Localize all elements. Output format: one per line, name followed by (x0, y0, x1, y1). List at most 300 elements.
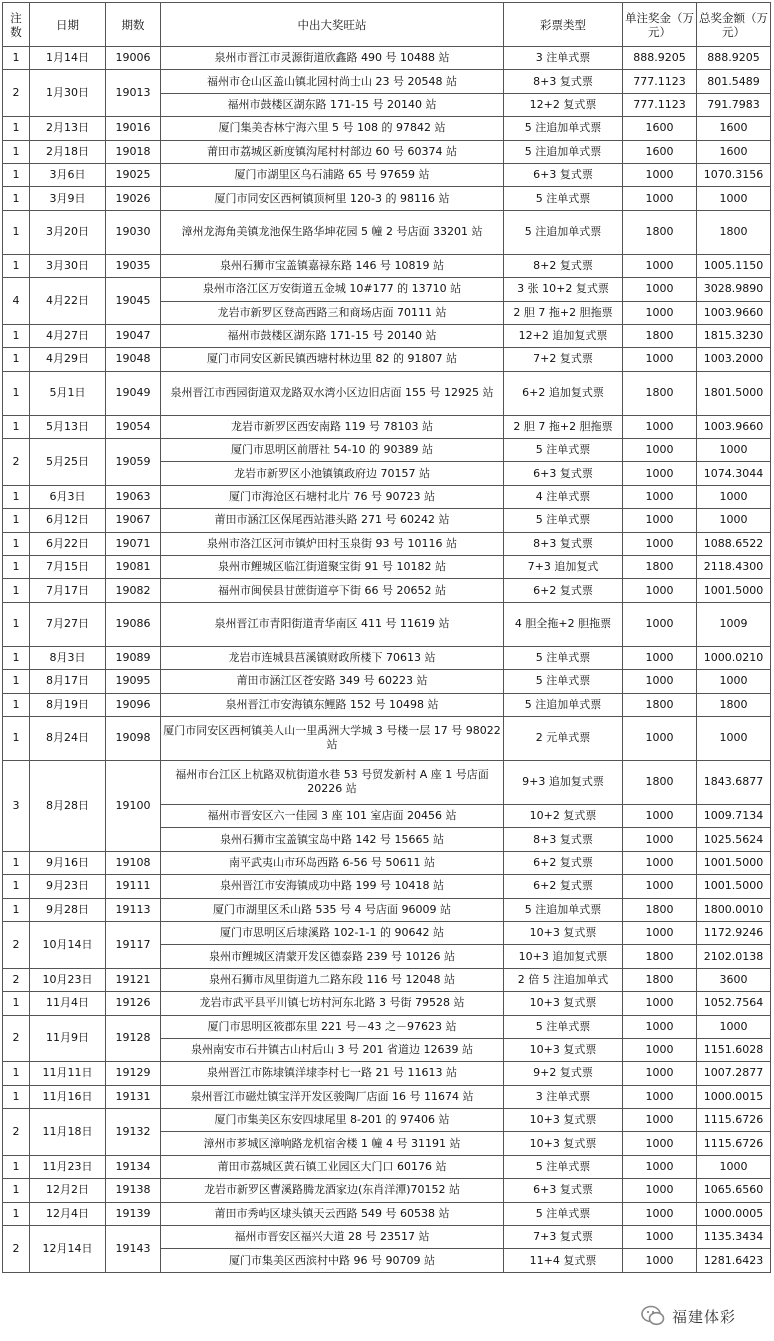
cell-total-prize: 1000 (697, 670, 771, 693)
cell-total-prize: 1135.3434 (697, 1226, 771, 1249)
cell-issue: 19100 (106, 760, 161, 851)
cell-station: 福州市闽侯县甘蔗街道亭下街 66 号 20652 站 (161, 579, 504, 602)
cell-issue: 19049 (106, 371, 161, 415)
cell-ticket-type: 10+3 复式票 (504, 921, 623, 944)
cell-total-prize: 1815.3230 (697, 324, 771, 347)
cell-date: 10月14日 (30, 921, 106, 968)
cell-count: 1 (3, 254, 30, 277)
cell-station: 泉州晋江市安海镇东鲤路 152 号 10498 站 (161, 693, 504, 716)
cell-count: 1 (3, 1202, 30, 1225)
table-row (3, 851, 771, 874)
cell-single-prize: 1000 (623, 1038, 697, 1061)
cell-issue: 19006 (106, 47, 161, 70)
cell-total-prize: 1000 (697, 1015, 771, 1038)
cell-ticket-type: 4 注单式票 (504, 485, 623, 508)
cell-date: 3月6日 (30, 163, 106, 186)
cell-issue: 19035 (106, 254, 161, 277)
table-row (3, 348, 771, 371)
cell-issue: 19129 (106, 1062, 161, 1085)
cell-count: 2 (3, 1109, 30, 1156)
cell-issue: 19126 (106, 992, 161, 1015)
cell-ticket-type: 8+2 复式票 (504, 254, 623, 277)
cell-ticket-type: 8+3 复式票 (504, 828, 623, 851)
table-row (3, 70, 771, 93)
cell-issue: 19128 (106, 1015, 161, 1062)
cell-issue: 19143 (106, 1226, 161, 1273)
cell-count: 1 (3, 324, 30, 347)
cell-issue: 19131 (106, 1085, 161, 1108)
cell-date: 7月17日 (30, 579, 106, 602)
cell-count: 1 (3, 509, 30, 532)
cell-station: 厦门市同安区新民镇西塘村林边里 82 的 91807 站 (161, 348, 504, 371)
cell-single-prize: 1000 (623, 163, 697, 186)
cell-single-prize: 1000 (623, 921, 697, 944)
table-row (3, 278, 771, 301)
cell-station: 莆田市秀屿区埭头镇天云西路 549 号 60538 站 (161, 1202, 504, 1225)
cell-station: 厦门市海沧区石塘村北片 76 号 90723 站 (161, 485, 504, 508)
cell-count: 1 (3, 851, 30, 874)
cell-date: 9月16日 (30, 851, 106, 874)
cell-date: 6月12日 (30, 509, 106, 532)
table-row (3, 254, 771, 277)
cell-station: 龙岩市新罗区西安南路 119 号 78103 站 (161, 415, 504, 438)
cell-station: 厦门市湖里区禾山路 535 号 4 号店面 96009 站 (161, 898, 504, 921)
cell-date: 12月4日 (30, 1202, 106, 1225)
cell-station: 福州市鼓楼区湖东路 171-15 号 20140 站 (161, 324, 504, 347)
cell-count: 1 (3, 875, 30, 898)
cell-total-prize: 1115.6726 (697, 1109, 771, 1132)
cell-single-prize: 1800 (623, 556, 697, 579)
cell-station: 厦门集美杏林宁海六里 5 号 108 的 97842 站 (161, 117, 504, 140)
cell-date: 6月22日 (30, 532, 106, 555)
table-row (3, 760, 771, 804)
cell-issue: 19089 (106, 646, 161, 669)
cell-station: 泉州市洛江区河市镇炉田村玉泉街 93 号 10116 站 (161, 532, 504, 555)
cell-total-prize: 1000.0210 (697, 646, 771, 669)
cell-date: 8月17日 (30, 670, 106, 693)
header-ticket-type: 彩票类型 (504, 3, 623, 47)
cell-ticket-type: 9+2 复式票 (504, 1062, 623, 1085)
cell-single-prize: 1000 (623, 1155, 697, 1178)
cell-ticket-type: 6+2 追加复式票 (504, 371, 623, 415)
cell-issue: 19045 (106, 278, 161, 325)
cell-ticket-type: 3 注单式票 (504, 47, 623, 70)
cell-single-prize: 1000 (623, 439, 697, 462)
cell-ticket-type: 10+3 复式票 (504, 992, 623, 1015)
cell-ticket-type: 5 注追加单式票 (504, 898, 623, 921)
cell-count: 2 (3, 1015, 30, 1062)
cell-station: 厦门市同安区西柯镇美人山一里禹洲大学城 3 号楼一层 17 号 98022 站 (161, 716, 504, 760)
cell-count: 2 (3, 1226, 30, 1273)
cell-ticket-type: 6+3 复式票 (504, 462, 623, 485)
cell-date: 8月19日 (30, 693, 106, 716)
cell-station: 泉州晋江市磁灶镇宝洋开发区骏陶厂店面 16 号 11674 站 (161, 1085, 504, 1108)
table-row (3, 921, 771, 944)
cell-total-prize: 1000 (697, 187, 771, 210)
cell-station: 厦门市湖里区乌石浦路 65 号 97659 站 (161, 163, 504, 186)
cell-count: 4 (3, 278, 30, 325)
cell-issue: 19018 (106, 140, 161, 163)
cell-total-prize: 1800 (697, 693, 771, 716)
table-row (3, 140, 771, 163)
cell-total-prize: 1025.5624 (697, 828, 771, 851)
cell-single-prize: 888.9205 (623, 47, 697, 70)
header-count: 注数 (3, 3, 30, 47)
cell-issue: 19025 (106, 163, 161, 186)
cell-ticket-type: 10+3 复式票 (504, 1109, 623, 1132)
cell-total-prize: 1000.0005 (697, 1202, 771, 1225)
cell-ticket-type: 4 胆全拖+2 胆拖票 (504, 602, 623, 646)
cell-issue: 19139 (106, 1202, 161, 1225)
cell-total-prize: 1001.5000 (697, 875, 771, 898)
cell-issue: 19016 (106, 117, 161, 140)
wechat-icon (640, 1303, 666, 1329)
cell-date: 11月23日 (30, 1155, 106, 1178)
cell-total-prize: 3028.9890 (697, 278, 771, 301)
cell-single-prize: 1800 (623, 968, 697, 991)
cell-station: 泉州南安市石井镇古山村后山 3 号 201 省道边 12639 站 (161, 1038, 504, 1061)
cell-count: 2 (3, 70, 30, 117)
cell-count: 2 (3, 439, 30, 486)
cell-total-prize: 1801.5000 (697, 371, 771, 415)
cell-single-prize: 1000 (623, 1226, 697, 1249)
cell-single-prize: 1000 (623, 875, 697, 898)
header-date: 日期 (30, 3, 106, 47)
cell-date: 12月2日 (30, 1179, 106, 1202)
cell-single-prize: 1000 (623, 1132, 697, 1155)
cell-total-prize: 1281.6423 (697, 1249, 771, 1272)
cell-station: 泉州晋江市青阳街道青华南区 411 号 11619 站 (161, 602, 504, 646)
cell-date: 9月28日 (30, 898, 106, 921)
cell-station: 龙岩市武平县平川镇七坊村河东北路 3 号街 79528 站 (161, 992, 504, 1015)
cell-date: 7月15日 (30, 556, 106, 579)
cell-ticket-type: 5 注追加单式票 (504, 140, 623, 163)
cell-station: 泉州市鲤城区清蒙开发区德泰路 239 号 10126 站 (161, 945, 504, 968)
table-row (3, 875, 771, 898)
table-row (3, 509, 771, 532)
cell-date: 8月3日 (30, 646, 106, 669)
cell-single-prize: 1800 (623, 760, 697, 804)
cell-single-prize: 777.1123 (623, 70, 697, 93)
cell-total-prize: 1115.6726 (697, 1132, 771, 1155)
table-row (3, 646, 771, 669)
header-single-prize: 单注奖金（万元） (623, 3, 697, 47)
cell-date: 4月22日 (30, 278, 106, 325)
cell-station: 龙岩市连城县莒溪镇财政所楼下 70613 站 (161, 646, 504, 669)
cell-ticket-type: 12+2 复式票 (504, 93, 623, 116)
cell-ticket-type: 5 注单式票 (504, 509, 623, 532)
table-row (3, 485, 771, 508)
cell-ticket-type: 5 注单式票 (504, 1202, 623, 1225)
table-row (3, 210, 771, 254)
cell-count: 1 (3, 556, 30, 579)
cell-station: 厦门市同安区西柯镇顶柯里 120-3 的 98116 站 (161, 187, 504, 210)
cell-total-prize: 1007.2877 (697, 1062, 771, 1085)
cell-date: 3月9日 (30, 187, 106, 210)
cell-station: 福州市鼓楼区湖东路 171-15 号 20140 站 (161, 93, 504, 116)
cell-ticket-type: 7+2 复式票 (504, 348, 623, 371)
cell-station: 泉州市洛江区万安街道五金城 10#177 的 13710 站 (161, 278, 504, 301)
table-row (3, 716, 771, 760)
table-row (3, 898, 771, 921)
cell-station: 龙岩市新罗区小池镇镇政府边 70157 站 (161, 462, 504, 485)
cell-station: 漳州龙海角美镇龙池保生路华坤花园 5 幢 2 号店面 33201 站 (161, 210, 504, 254)
cell-single-prize: 1000 (623, 828, 697, 851)
cell-date: 11月16日 (30, 1085, 106, 1108)
cell-ticket-type: 6+2 复式票 (504, 875, 623, 898)
cell-ticket-type: 5 注单式票 (504, 1155, 623, 1178)
header-issue: 期数 (106, 3, 161, 47)
cell-issue: 19095 (106, 670, 161, 693)
cell-ticket-type: 2 胆 7 拖+2 胆拖票 (504, 415, 623, 438)
cell-ticket-type: 6+2 复式票 (504, 851, 623, 874)
cell-issue: 19134 (106, 1155, 161, 1178)
cell-station: 泉州石狮市宝盖镇嘉禄东路 146 号 10819 站 (161, 254, 504, 277)
table-row (3, 1179, 771, 1202)
cell-date: 12月14日 (30, 1226, 106, 1273)
cell-total-prize: 1000 (697, 509, 771, 532)
cell-count: 1 (3, 187, 30, 210)
cell-station: 泉州市鲤城区临江街道聚宝街 91 号 10182 站 (161, 556, 504, 579)
cell-single-prize: 1000 (623, 348, 697, 371)
cell-count: 1 (3, 1085, 30, 1108)
cell-count: 2 (3, 968, 30, 991)
table-row (3, 1085, 771, 1108)
cell-total-prize: 1172.9246 (697, 921, 771, 944)
cell-single-prize: 1800 (623, 693, 697, 716)
cell-single-prize: 1600 (623, 117, 697, 140)
cell-ticket-type: 7+3 追加复式 (504, 556, 623, 579)
table-row (3, 602, 771, 646)
cell-ticket-type: 8+3 复式票 (504, 70, 623, 93)
cell-single-prize: 1000 (623, 301, 697, 324)
cell-date: 4月29日 (30, 348, 106, 371)
cell-single-prize: 1000 (623, 804, 697, 827)
cell-station: 泉州市晋江市灵源街道欣鑫路 490 号 10488 站 (161, 47, 504, 70)
cell-count: 1 (3, 140, 30, 163)
cell-date: 5月13日 (30, 415, 106, 438)
cell-station: 泉州晋江市陈埭镇洋埭李村七一路 21 号 11613 站 (161, 1062, 504, 1085)
table-row (3, 324, 771, 347)
cell-single-prize: 1000 (623, 1085, 697, 1108)
cell-station: 南平武夷山市环岛西路 6-56 号 50611 站 (161, 851, 504, 874)
cell-total-prize: 791.7983 (697, 93, 771, 116)
cell-count: 1 (3, 646, 30, 669)
cell-date: 8月24日 (30, 716, 106, 760)
cell-date: 11月11日 (30, 1062, 106, 1085)
cell-date: 2月13日 (30, 117, 106, 140)
cell-total-prize: 1070.3156 (697, 163, 771, 186)
cell-count: 1 (3, 485, 30, 508)
table-row (3, 1062, 771, 1085)
cell-ticket-type: 7+3 复式票 (504, 1226, 623, 1249)
cell-count: 1 (3, 898, 30, 921)
table-row (3, 968, 771, 991)
cell-count: 1 (3, 371, 30, 415)
table-body (3, 47, 771, 1273)
cell-issue: 19067 (106, 509, 161, 532)
cell-issue: 19048 (106, 348, 161, 371)
table-row (3, 1202, 771, 1225)
cell-ticket-type: 5 注单式票 (504, 439, 623, 462)
cell-issue: 19113 (106, 898, 161, 921)
cell-station: 福州市台江区上杭路双杭街道水巷 53 号贸发新村 A 座 1 号店面 20226 站 (161, 760, 504, 804)
cell-count: 3 (3, 760, 30, 851)
cell-count: 1 (3, 716, 30, 760)
table-row (3, 371, 771, 415)
table-row (3, 187, 771, 210)
cell-issue: 19117 (106, 921, 161, 968)
cell-total-prize: 1009 (697, 602, 771, 646)
cell-ticket-type: 5 注单式票 (504, 670, 623, 693)
cell-total-prize: 1800.0010 (697, 898, 771, 921)
cell-single-prize: 1000 (623, 992, 697, 1015)
cell-date: 3月20日 (30, 210, 106, 254)
table-row (3, 556, 771, 579)
cell-count: 1 (3, 693, 30, 716)
cell-total-prize: 1000 (697, 439, 771, 462)
cell-single-prize: 1000 (623, 1249, 697, 1272)
cell-count: 2 (3, 921, 30, 968)
cell-station: 泉州石狮市宝盖镇宝岛中路 142 号 15665 站 (161, 828, 504, 851)
cell-ticket-type: 12+2 追加复式票 (504, 324, 623, 347)
cell-issue: 19132 (106, 1109, 161, 1156)
table-row (3, 439, 771, 462)
cell-total-prize: 1003.9660 (697, 415, 771, 438)
header-total-prize: 总奖金额（万元） (697, 3, 771, 47)
cell-single-prize: 1000 (623, 1015, 697, 1038)
cell-station: 泉州晋江市安海镇成功中路 199 号 10418 站 (161, 875, 504, 898)
cell-station: 莆田市涵江区苍安路 349 号 60223 站 (161, 670, 504, 693)
cell-single-prize: 1000 (623, 646, 697, 669)
cell-station: 龙岩市新罗区曹溪路腾龙酒家边(东肖洋潭)70152 站 (161, 1179, 504, 1202)
cell-single-prize: 1000 (623, 485, 697, 508)
table-row (3, 992, 771, 1015)
cell-total-prize: 1000 (697, 1155, 771, 1178)
cell-single-prize: 777.1123 (623, 93, 697, 116)
cell-total-prize: 1800 (697, 210, 771, 254)
cell-count: 1 (3, 1155, 30, 1178)
cell-date: 11月9日 (30, 1015, 106, 1062)
cell-issue: 19013 (106, 70, 161, 117)
cell-single-prize: 1000 (623, 716, 697, 760)
table-row (3, 532, 771, 555)
cell-date: 8月28日 (30, 760, 106, 851)
table-row (3, 1226, 771, 1249)
cell-single-prize: 1800 (623, 371, 697, 415)
cell-ticket-type: 6+3 复式票 (504, 163, 623, 186)
cell-count: 1 (3, 47, 30, 70)
cell-station: 福州市晋安区福兴大道 28 号 23517 站 (161, 1226, 504, 1249)
cell-station: 泉州石狮市凤里街道九二路东段 116 号 12048 站 (161, 968, 504, 991)
cell-total-prize: 2118.4300 (697, 556, 771, 579)
cell-single-prize: 1000 (623, 1062, 697, 1085)
cell-date: 6月3日 (30, 485, 106, 508)
cell-ticket-type: 5 注单式票 (504, 187, 623, 210)
cell-ticket-type: 6+2 复式票 (504, 579, 623, 602)
cell-single-prize: 1000 (623, 532, 697, 555)
cell-issue: 19059 (106, 439, 161, 486)
cell-ticket-type: 8+3 复式票 (504, 532, 623, 555)
prize-table (2, 2, 771, 1273)
cell-station: 莆田市荔城区黄石镇工业园区大门口 60176 站 (161, 1155, 504, 1178)
cell-total-prize: 2102.0138 (697, 945, 771, 968)
cell-ticket-type: 6+3 复式票 (504, 1179, 623, 1202)
cell-station: 龙岩市新罗区登高西路三和商场店面 70111 站 (161, 301, 504, 324)
cell-total-prize: 1843.6877 (697, 760, 771, 804)
watermark-text: 福建体彩 (672, 1307, 737, 1326)
cell-total-prize: 1000.0015 (697, 1085, 771, 1108)
cell-count: 1 (3, 117, 30, 140)
cell-issue: 19096 (106, 693, 161, 716)
table-row (3, 163, 771, 186)
cell-issue: 19111 (106, 875, 161, 898)
cell-total-prize: 1000 (697, 716, 771, 760)
cell-total-prize: 1088.6522 (697, 532, 771, 555)
cell-count: 1 (3, 602, 30, 646)
cell-single-prize: 1000 (623, 851, 697, 874)
table-row (3, 670, 771, 693)
cell-single-prize: 1800 (623, 210, 697, 254)
cell-total-prize: 1000 (697, 485, 771, 508)
cell-station: 厦门市集美区东安四埭尾里 8-201 的 97406 站 (161, 1109, 504, 1132)
cell-total-prize: 1065.6560 (697, 1179, 771, 1202)
cell-total-prize: 1052.7564 (697, 992, 771, 1015)
cell-ticket-type: 3 注单式票 (504, 1085, 623, 1108)
cell-date: 11月4日 (30, 992, 106, 1015)
cell-ticket-type: 2 倍 5 注追加单式 (504, 968, 623, 991)
cell-station: 莆田市荔城区新度镇沟尾村村部边 60 号 60374 站 (161, 140, 504, 163)
cell-ticket-type: 5 注单式票 (504, 646, 623, 669)
cell-ticket-type: 10+3 复式票 (504, 1038, 623, 1061)
cell-single-prize: 1000 (623, 462, 697, 485)
cell-issue: 19138 (106, 1179, 161, 1202)
cell-ticket-type: 2 胆 7 拖+2 胆拖票 (504, 301, 623, 324)
cell-station: 泉州晋江市西园街道双龙路双水湾小区边旧店面 155 号 12925 站 (161, 371, 504, 415)
table-row (3, 47, 771, 70)
cell-count: 1 (3, 163, 30, 186)
cell-single-prize: 1000 (623, 1202, 697, 1225)
cell-date: 4月27日 (30, 324, 106, 347)
cell-total-prize: 1003.2000 (697, 348, 771, 371)
cell-count: 1 (3, 415, 30, 438)
cell-date: 11月18日 (30, 1109, 106, 1156)
cell-total-prize: 801.5489 (697, 70, 771, 93)
cell-station: 厦门市思明区前厝社 54-10 的 90389 站 (161, 439, 504, 462)
cell-ticket-type: 5 注追加单式票 (504, 693, 623, 716)
cell-station: 福州市仓山区盖山镇北园村尚士山 23 号 20548 站 (161, 70, 504, 93)
cell-total-prize: 888.9205 (697, 47, 771, 70)
table-row (3, 1155, 771, 1178)
cell-date: 9月23日 (30, 875, 106, 898)
cell-ticket-type: 5 注单式票 (504, 1015, 623, 1038)
cell-ticket-type: 10+2 复式票 (504, 804, 623, 827)
cell-station: 漳州市芗城区漳响路龙机宿舍楼 1 幢 4 号 31191 站 (161, 1132, 504, 1155)
cell-total-prize: 3600 (697, 968, 771, 991)
cell-issue: 19047 (106, 324, 161, 347)
cell-count: 1 (3, 1179, 30, 1202)
table-header-row (3, 3, 771, 47)
cell-issue: 19098 (106, 716, 161, 760)
cell-date: 1月30日 (30, 70, 106, 117)
cell-issue: 19071 (106, 532, 161, 555)
cell-single-prize: 1000 (623, 602, 697, 646)
cell-count: 1 (3, 210, 30, 254)
cell-ticket-type: 9+3 追加复式票 (504, 760, 623, 804)
cell-total-prize: 1001.5000 (697, 851, 771, 874)
cell-total-prize: 1009.7134 (697, 804, 771, 827)
cell-single-prize: 1000 (623, 278, 697, 301)
